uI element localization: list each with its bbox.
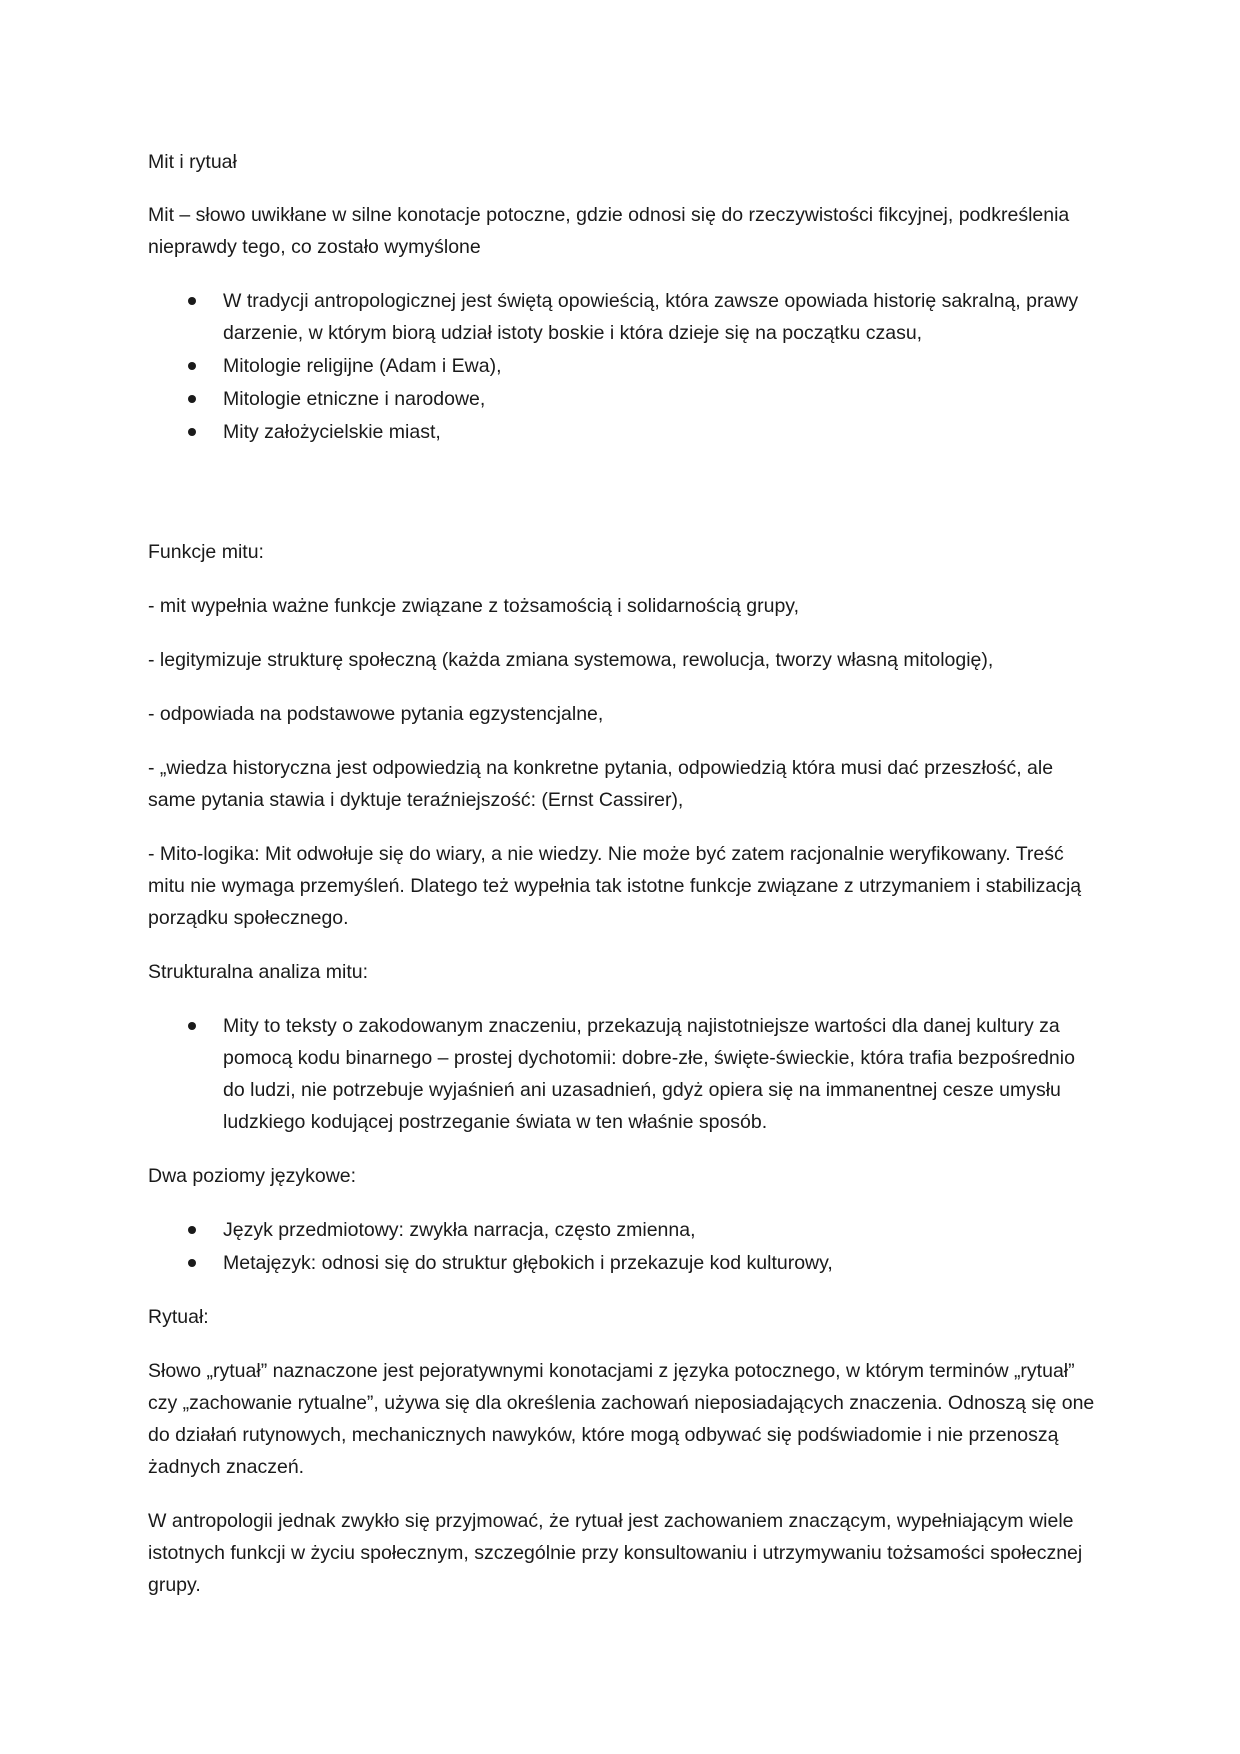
bullet-icon [188,1022,196,1030]
list-item: Mitologie religijne (Adam i Ewa), [148,350,1098,382]
bullet-icon [188,297,196,305]
list-item: Mity założycielskie miast, [148,416,1098,448]
rytual-paragraph: Słowo „rytuał” naznaczone jest pejoratywnymi konotacjami z języka potocznego, w którym terminów „rytuał” czy „zachowanie rytualne”, używa się dla określenia zachowań nieposiadających znaczenia. Odnoszą się one do działań rutynowych, mechanicznych nawyków, które mogą odbywać się podświadomie i nie przenoszą żadnych znaczeń. [148,1360,1095,1478]
bullet-icon [188,395,196,403]
document-title: Mit i rytuał [148,151,237,173]
funkcje-item: - legitymizuje strukturę społeczną (każda zmiana systemowa, rewolucja, tworzy własną mitologię), [148,649,994,671]
bullet-icon [188,428,196,436]
strukturalna-bullet-list [148,1010,1098,1138]
list-item: Metajęzyk: odnosi się do struktur głębokich i przekazuje kod kulturowy, [148,1247,1098,1279]
funkcje-item: - odpowiada na podstawowe pytania egzystencjalne, [148,703,604,725]
poziomy-heading: Dwa poziomy językowe: [148,1165,357,1187]
list-item: Język przedmiotowy: zwykła narracja, często zmienna, [148,1214,1098,1246]
rytual-heading: Rytuał: [148,1306,209,1328]
document-body [148,146,1098,1623]
funkcje-heading: Funkcje mitu: [148,541,264,563]
spacer [148,470,1098,536]
funkcje-item: - mit wypełnia ważne funkcje związane z tożsamością i solidarnością grupy, [148,595,800,617]
bullet-icon [188,362,196,370]
funkcje-item: - Mito-logika: Mit odwołuje się do wiary, a nie wiedzy. Nie może być zatem racjonalnie weryfikowany. Treść mitu nie wymaga przemyśleń. Dlatego też wypełnia tak istotne funkcje związane z utrzymaniem i stabilizacją porządku społecznego. [148,843,1082,929]
mit-bullet-list [148,285,1098,448]
list-item: Mitologie etniczne i narodowe, [148,383,1098,415]
mit-definition: Mit – słowo uwikłane w silne konotacje potoczne, gdzie odnosi się do rzeczywistości fikcyjnej, podkreślenia nieprawdy tego, co zostało wymyślone [148,204,1070,258]
list-item: Mity to teksty o zakodowanym znaczeniu, przekazują najistotniejsze wartości dla danej kultury za pomocą kodu binarnego – prostej dychotomii: dobre-złe, święte-świeckie, która trafia bezpośrednio do ludzi, nie potrzebuje wyjaśnień ani uzasadnień, gdyż opiera się na immanentnej cesze umysłu ludzkiego kodującej postrzeganie świata w ten właśnie sposób. [148,1010,1098,1138]
poziomy-bullet-list [148,1214,1098,1279]
strukturalna-heading: Strukturalna analiza mitu: [148,961,369,983]
rytual-paragraph: W antropologii jednak zwykło się przyjmować, że rytuał jest zachowaniem znaczącym, wypełniającym wiele istotnych funkcji w życiu społecznym, szczególnie przy konsultowaniu i utrzymywaniu tożsamości społecznej grupy. [148,1510,1083,1596]
bullet-icon [188,1226,196,1234]
bullet-icon [188,1259,196,1267]
funkcje-item: - „wiedza historyczna jest odpowiedzią na konkretne pytania, odpowiedzią która musi dać przeszłość, ale same pytania stawia i dyktuje teraźniejszość: (Ernst Cassirer), [148,757,1054,811]
list-item: W tradycji antropologicznej jest świętą opowieścią, która zawsze opowiada historię sakralną, prawy darzenie, w którym biorą udział istoty boskie i która dzieje się na początku czasu, [148,285,1098,349]
